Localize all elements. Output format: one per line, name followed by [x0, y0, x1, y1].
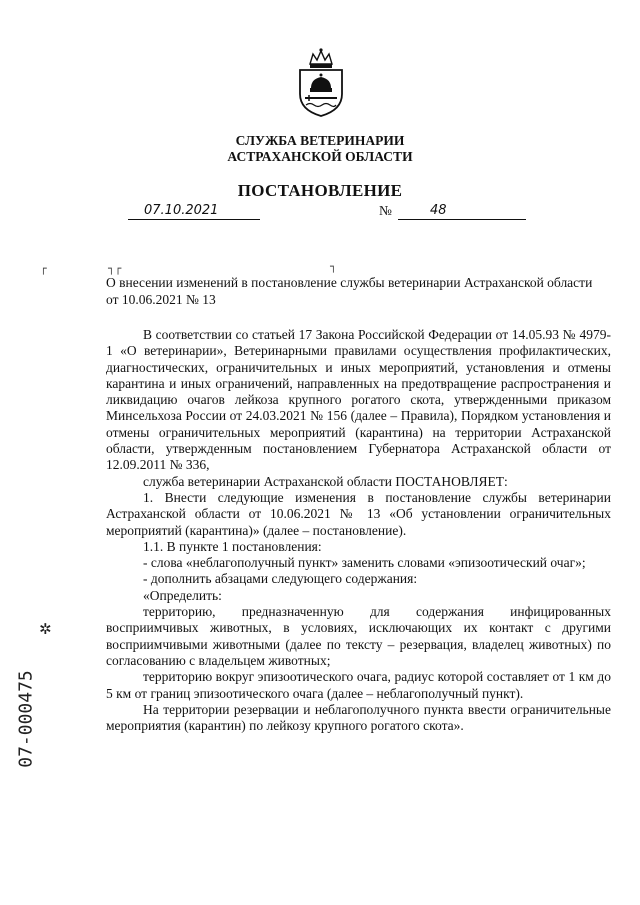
- margin-star-mark: ✲: [39, 620, 52, 638]
- paragraph: 1. Внести следующие изменения в постановление службы ветеринарии Астраханской области от 10.06.2021 № 13 «Об установлении ограничительных мероприятий (карантина)» (далее – постановление).: [106, 489, 611, 538]
- registration-number-text: 07-000475: [15, 670, 37, 768]
- paragraph: - дополнить абзацами следующего содержания:: [143, 571, 418, 587]
- document-type-title: ПОСТАНОВЛЕНИЕ: [237, 181, 403, 200]
- coat-of-arms-icon: [296, 48, 346, 118]
- handwritten-number: 48: [430, 203, 447, 218]
- number-label: №: [379, 203, 392, 218]
- organization-name-line2: АСТРАХАНСКОЙ ОБЛАСТИ: [227, 149, 413, 164]
- paragraph: служба ветеринарии Астраханской области ПОСТАНОВЛЯЕТ:: [143, 473, 508, 489]
- handwritten-date: 07.10.2021: [144, 203, 219, 218]
- organization-name-line1: СЛУЖБА ВЕТЕРИНАРИИ: [235, 133, 405, 148]
- paragraph: На территории резервации и неблагополучного пункта ввести ограничительные мероприятия (карантин) по лейкозу крупного рогатого скота».: [106, 701, 611, 734]
- paragraph: территорию вокруг эпизоотического очага, радиус которой составляет от 1 км до 5 км от границ эпизоотического очага (далее – неблагополучный пункт).: [106, 669, 611, 701]
- paragraph: - слова «неблагополучный пункт» заменить словами «эпизоотический очаг»;: [143, 555, 586, 571]
- date-field: [128, 201, 260, 220]
- number-field: [398, 201, 526, 220]
- paragraph: В соответствии со статьей 17 Закона Российской Федерации от 14.05.93 № 4979-1 «О ветеринарии», Ветеринарными правилами осуществления профилактических, диагностических, ограничительных и иных мероприятий, установления и отмены карантина и иных ограничений, направленных на предотвращение распространения и ликвидацию очагов лейкоза крупного рогатого скота, утвержденными приказом Минсельхоза России от 24.03.2021 № 156 (далее – Правила), Порядком установления и отмены ограничительных мероприятий (карантина) на территории Астраханской области, утвержденным постановлением Губернатора Астраханской области от 12.09.2011 № 336,: [106, 327, 611, 473]
- corner-bracket-subject-end: ┐: [330, 260, 337, 273]
- paragraph: 1.1. В пункте 1 постановления:: [143, 538, 322, 554]
- corner-bracket-left: ┌: [40, 262, 47, 275]
- paragraph: «Определить:: [143, 587, 222, 603]
- paragraph: территорию, предназначенную для содержания инфицированных восприимчивых животных, в условиях, исключающих их контакт с другими восприимчивыми животными (далее по тексту – резервация, владелец животных) по согласованию с владельцем животных;: [106, 604, 611, 668]
- document-body: [106, 327, 611, 734]
- corner-bracket-subject-start: ┐┌: [108, 262, 122, 275]
- registration-number: [15, 664, 37, 774]
- document-subject: О внесении изменений в постановление службы ветеринарии Астраханской области от 10.06.2021 № 13: [106, 275, 593, 307]
